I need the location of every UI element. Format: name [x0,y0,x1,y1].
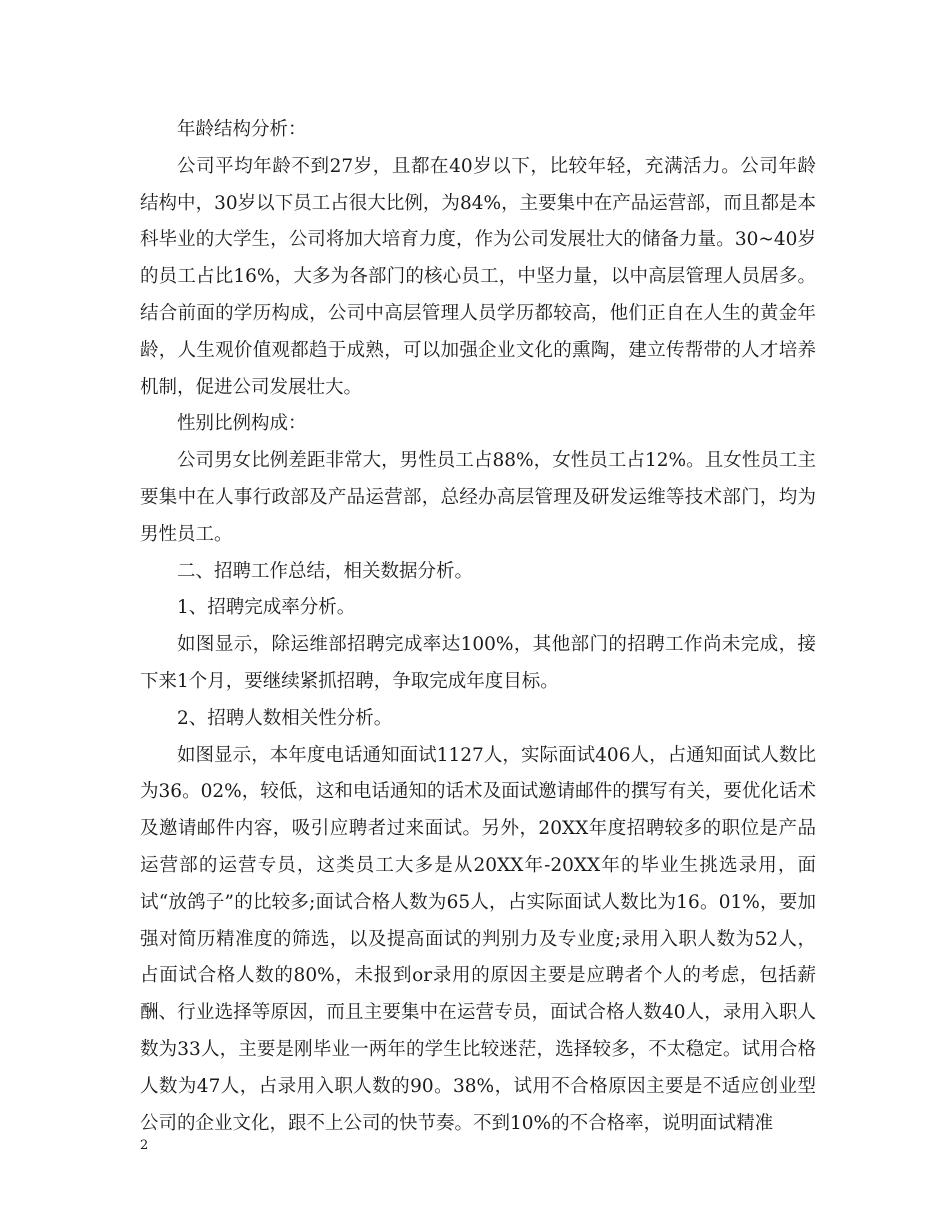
paragraph-age-structure: 公司平均年龄不到27岁，且都在40岁以下，比较年轻，充满活力。公司年龄结构中，30岁以下员工占很大比例，为84%，主要集中在产品运营部，而且都是本科毕业的大学生，公司将加大培育力度，作为公司发展壮大的储备力量。30~40岁的员工占比16%，大多为各部门的核心员工，中坚力量，以中高层管理人员居多。结合前面的学历构成，公司中高层管理人员学历都较高，他们正自在人生的黄金年龄，人生观价值观都趋于成熟，可以加强企业文化的熏陶，建立传帮带的人才培养机制，促进公司发展壮大。 [140,155,816,398]
paragraph-recruitment-correlation: 如图显示，本年度电话通知面试1127人，实际面试406人，占通知面试人数比为36。02%，较低，这和电话通知的话术及面试邀请邮件的撰写有关，要优化话术及邀请邮件内容，吸引应聘者过来面试。另外，20XX年度招聘较多的职位是产品运营部的运营专员，这类员工大多是从20XX年-20XX年的毕业生挑选录用，面试“放鸽子”的比较多;面试合格人数为65人，占实际面试人数比为16。01%，要加强对简历精准度的筛选，以及提高面试的判别力及专业度;录用入职人数为52人，占面试合格人数的80%，未报到or录用的原因主要是应聘者个人的考虑，包括薪酬、行业选择等原因，而且主要集中在运营专员，面试合格人数40人，录用入职人数为33人，主要是刚毕业一两年的学生比较迷茫，选择较多，不太稳定。试用合格人数为47人，占录用入职人数的90。38%，试用不合格原因主要是不适应创业型公司的企业文化，跟不上公司的快节奏。不到10%的不合格率，说明面试精准 [140,744,816,1134]
section-heading-age-structure: 年龄结构分析： [177,119,307,140]
page-number: 2 [140,1138,149,1153]
paragraph-gender-ratio: 公司男女比例差距非常大，男性员工占88%，女性员工占12%。且女性员工主要集中在人事行政部及产品运营部，总经办高层管理及研发运维等技术部门，均为男性员工。 [140,450,816,545]
subheading-recruitment-correlation: 2、招聘人数相关性分析。 [177,707,393,729]
section-heading-gender-ratio: 性别比例构成： [177,413,307,435]
subheading-completion-rate: 1、招聘完成率分析。 [177,597,356,619]
document-body [140,112,816,1142]
section-heading-recruitment-summary: 二、招聘工作总结，相关数据分析。 [177,560,474,582]
paragraph-completion-rate: 如图显示，除运维部招聘完成率达100%，其他部门的招聘工作尚未完成，接下来1个月，要继续紧抓招聘，争取完成年度目标。 [140,634,816,692]
